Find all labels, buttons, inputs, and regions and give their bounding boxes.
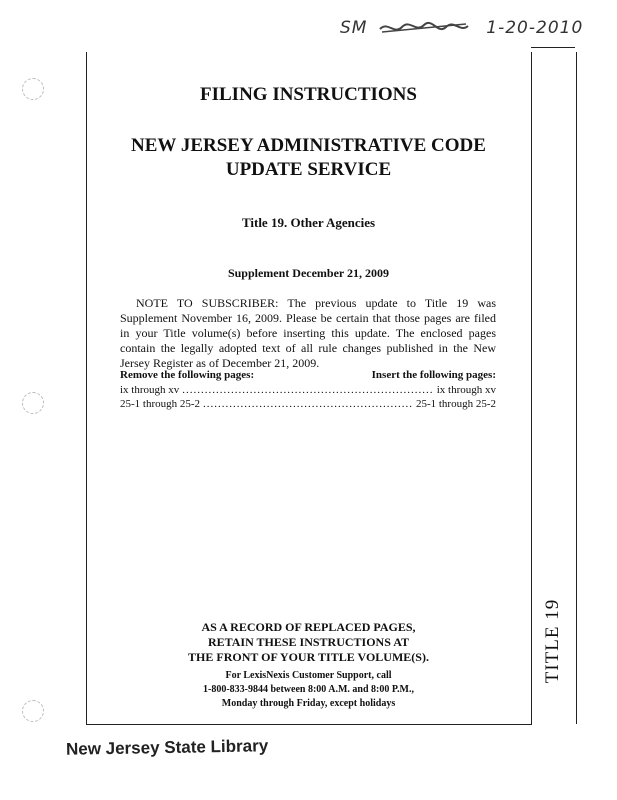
remove-pages-header: Remove the following pages: (120, 369, 255, 381)
support-line1: For LexisNexis Customer Support, call (225, 670, 392, 681)
code-heading-line1: NEW JERSEY ADMINISTRATIVE CODE (131, 135, 486, 156)
title-name: Title 19. Other Agencies (241, 215, 376, 230)
insert-pages-value: ix through xv (436, 384, 496, 396)
punch-hole (22, 700, 44, 722)
pages-table-row (120, 398, 496, 410)
supplement-date: Supplement December 21, 2009 (227, 266, 390, 280)
insert-pages-value: 25-1 through 25-2 (415, 398, 496, 410)
record-notice-line3: THE FRONT OF YOUR TITLE VOLUME(S). (188, 650, 429, 664)
dot-leader (182, 384, 433, 396)
remove-pages-value: ix through xv (120, 384, 180, 396)
title-tab-label: TITLE 19 (542, 598, 563, 684)
handwritten-date: 1-20-2010 (486, 18, 584, 38)
record-notice-line2: RETAIN THESE INSTRUCTIONS AT (207, 635, 410, 649)
handwritten-initials: SM (340, 18, 368, 38)
subscriber-note: NOTE TO SUBSCRIBER: The previous update to Title 19 was Supplement November 16, 2009. Please be certain that those pages are filed in your Title volume(s) before inserting this update. The enclosed pages contain the legally adopted text of all rule changes published in the New Jersey Register as of December 21, 2009. (120, 296, 496, 370)
record-notice (86, 620, 531, 665)
customer-support-info (86, 669, 531, 711)
handwritten-annotation (340, 18, 610, 46)
dot-leader (203, 398, 413, 410)
support-line2: 1-800-833-9844 between 8:00 A.M. and 8:00 P.M., (202, 684, 414, 695)
library-stamp: New Jersey State Library (65, 736, 269, 759)
insert-pages-header: Insert the following pages: (371, 369, 496, 381)
code-heading-line2: UPDATE SERVICE (225, 159, 392, 180)
pages-table-header (120, 369, 496, 381)
punch-hole (22, 392, 44, 414)
punch-hole (22, 78, 44, 100)
scribble-mark (378, 21, 470, 35)
filing-instructions-heading: FILING INSTRUCTIONS (200, 84, 417, 105)
support-line3: Monday through Friday, except holidays (221, 698, 396, 709)
pages-table-row (120, 384, 496, 396)
tab-top-line (531, 47, 575, 48)
record-notice-line1: AS A RECORD OF REPLACED PAGES, (201, 620, 416, 634)
remove-pages-value: 25-1 through 25-2 (120, 398, 201, 410)
code-heading (86, 134, 531, 182)
